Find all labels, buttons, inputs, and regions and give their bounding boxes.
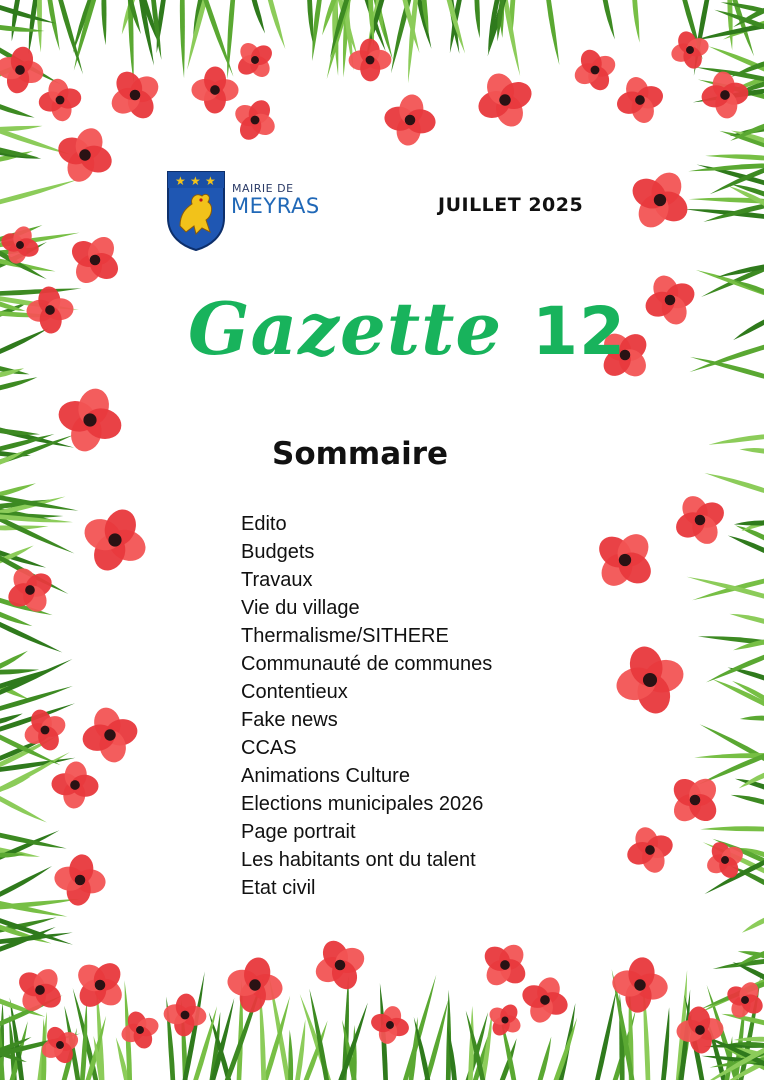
poppy-flower-icon [107,67,163,123]
poppy-flower-icon [53,853,107,907]
grass-blade [602,0,615,40]
poppy-flower-icon [642,272,699,329]
poppy-flower-icon [80,705,140,765]
grass-blade [180,0,185,78]
grass-blade [0,610,32,626]
grass-blade [47,0,60,51]
poppy-flower-icon [624,824,676,876]
table-of-contents [241,510,492,902]
poppy-flower-icon [231,96,278,143]
poppy-flower-icon [234,39,276,81]
grass-blade [0,899,81,910]
issue-number: 12 [532,293,627,370]
poppy-flower-icon [383,93,437,147]
issue-date: JUILLET 2025 [438,194,584,216]
toc-item: Etat civil [241,877,316,899]
toc-item: Communauté de communes [241,653,493,675]
poppy-flower-icon [73,958,127,1012]
grass-blade [0,328,49,356]
poppy-flower-icon [67,232,123,288]
grass-blade [250,0,265,33]
grass-blade [727,0,732,50]
gazette-title [188,286,627,371]
svg-text:★: ★ [175,174,186,188]
poppy-flower-icon [519,974,571,1026]
poppy-flower-icon [627,167,693,233]
toc-item: Elections municipales 2026 [241,793,484,815]
grass-blade [294,1019,305,1080]
grass-blade [734,1037,764,1042]
toc-item: Thermalisme/SITHERE [241,625,449,647]
poppy-flower-icon [614,74,665,125]
grass-blade [716,264,764,278]
grass-blade [700,826,764,831]
toc-item: Contentieux [241,681,348,703]
coat-of-arms-shield-icon [166,170,226,252]
grass-blade [0,428,40,435]
grass-blade [0,483,36,498]
grass-blade [728,535,764,555]
grass-blade [731,795,764,806]
poppy-flower-icon [369,1004,411,1046]
poppy-flower-icon [80,505,151,576]
toc-item: CCAS [241,737,297,759]
grass-blade [739,448,764,454]
poppy-flower-icon [700,70,750,120]
grass-blade [267,0,286,49]
poppy-flower-icon [54,124,115,185]
grass-blade [312,0,322,61]
poppy-flower-icon [312,937,369,994]
grass-blade [0,832,67,849]
poppy-flower-icon [480,940,530,990]
grass-blade [0,179,78,205]
grass-blade [704,473,764,495]
grass-blade [0,620,62,653]
poppy-flower-icon [55,385,125,455]
grass-blade [594,990,617,1080]
grass-blade [734,521,764,526]
grass-blade [307,0,313,45]
grass-blade [0,793,47,822]
poppy-flower-icon [51,761,100,810]
logo-line-town: MEYRAS [231,194,320,218]
grass-blade [37,0,42,52]
poppy-flower-icon [613,643,687,717]
mairie-logo [166,170,326,252]
toc-item: Edito [241,513,287,535]
grass-blade [227,0,235,79]
grass-blade [0,102,35,117]
toc-item: Page portrait [241,821,356,843]
grass-blade [694,753,764,758]
poppy-flower-icon [4,564,56,616]
grass-blade [688,163,764,171]
title-word: Gazette [188,286,503,371]
svg-text:★: ★ [190,174,201,188]
poppy-flower-icon [571,46,618,93]
poppy-flower-icon [593,528,657,592]
grass-blade [0,126,43,132]
grass-blade [740,716,764,721]
grass-blade [101,0,106,45]
grass-blade [0,651,28,671]
grass-blade [474,0,479,38]
poppy-flower-icon [669,29,711,71]
poppy-flower-icon [486,1001,523,1038]
grass-blade [0,866,52,899]
poppy-flower-icon [672,492,729,549]
sommaire-heading: Sommaire [272,436,449,472]
grass-blade [705,154,764,160]
poppy-flower-icon [191,66,238,113]
grass-blade [288,1030,293,1080]
grass-blade [0,3,56,23]
grass-blade [733,317,764,340]
grass-blade [632,0,639,43]
grass-blade [687,577,764,600]
toc-item: Fake news [241,709,338,731]
toc-item: Travaux [241,569,313,591]
toc-item: Les habitants ont du talent [241,849,476,871]
toc-item: Budgets [241,541,315,563]
grass-blade [0,377,37,391]
grass-blade [706,653,764,683]
grass-blade [730,614,764,625]
grass-blade [546,0,560,65]
toc-item: Vie du village [241,597,360,619]
grass-blade [661,1007,670,1080]
poppy-flower-icon [348,38,391,81]
toc-item: Animations Culture [241,765,410,787]
grass-blade [742,916,764,933]
poppy-flower-icon [37,77,83,123]
grass-blade [708,434,764,445]
poppy-flower-icon [474,69,535,130]
grass-blade [12,0,21,41]
svg-text:★: ★ [205,174,216,188]
grass-blade [536,1037,551,1080]
logo-line-mairie: MAIRIE DE [232,182,294,195]
poppy-flower-icon [668,773,721,826]
grass-blade [57,0,83,75]
